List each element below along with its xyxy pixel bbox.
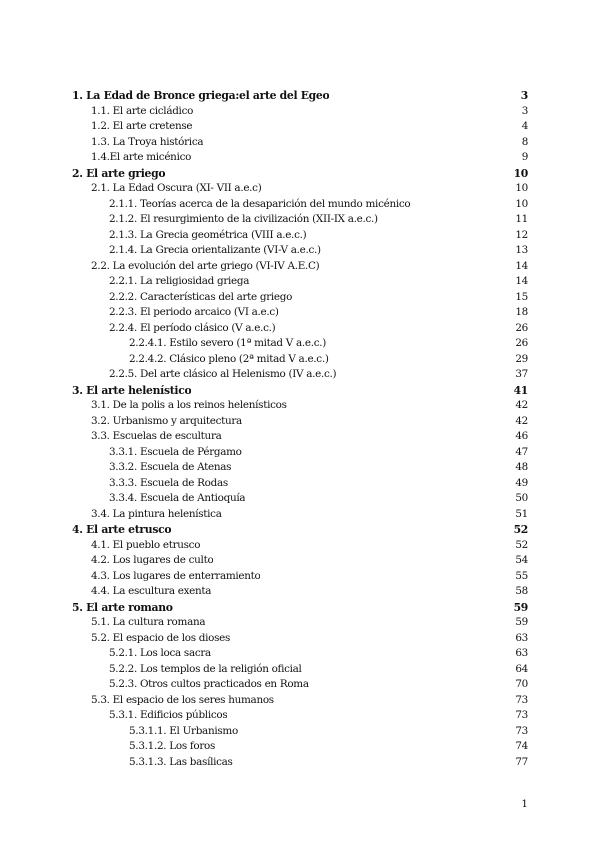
toc-entry-row[interactable] [72, 135, 528, 151]
toc-entry-title: 1. La Edad de Bronce griega:el arte del Egeo [72, 89, 330, 102]
toc-entry-page: 9 [521, 151, 528, 163]
toc-entry-title: 5.3.1.3. Las basílicas [129, 755, 233, 768]
toc-entry-row[interactable] [72, 460, 528, 476]
toc-entry-row[interactable] [72, 290, 528, 306]
toc-entry-title: 4.3. Los lugares de enterramiento [91, 569, 261, 582]
toc-entry-title: 3.4. La pintura helenística [91, 507, 222, 520]
toc-entry-title: 5.2.2. Los templos de la religión oficial [109, 662, 302, 675]
toc-entry-row[interactable] [72, 150, 528, 166]
toc-entry-row[interactable] [72, 662, 528, 678]
toc-entry-page: 63 [515, 647, 528, 659]
toc-entry-title: 5.2.1. Los loca sacra [109, 647, 211, 659]
toc-entry-page: 3 [520, 89, 528, 102]
toc-entry-row[interactable] [72, 274, 528, 290]
toc-entry-page: 14 [515, 275, 528, 287]
toc-entry-page: 50 [515, 492, 528, 504]
toc-entry-page: 70 [515, 678, 528, 690]
toc-entry-title: 2.2.4. El período clásico (V a.e.c.) [109, 321, 276, 334]
toc-entry-page: 8 [521, 135, 528, 148]
toc-entry-row[interactable] [72, 119, 528, 135]
toc-entry-row[interactable] [72, 104, 528, 120]
toc-entry-row[interactable] [72, 336, 528, 352]
toc-entry-title: 1.3. La Troya histórica [91, 135, 204, 148]
toc-entry-title: 3.2. Urbanismo y arquitectura [91, 414, 242, 427]
toc-entry-page: 26 [515, 321, 528, 334]
toc-entry-page: 29 [515, 352, 528, 365]
toc-entry-row[interactable] [72, 367, 528, 383]
toc-entry-page: 52 [513, 523, 528, 536]
toc-entry-title: 1.1. El arte cicládico [91, 104, 194, 117]
toc-entry-title: 2.2.2. Características del arte griego [109, 290, 293, 303]
toc-entry-row[interactable] [72, 615, 528, 631]
toc-entry-row[interactable] [72, 631, 528, 647]
toc-entry-title: 3.3. Escuelas de escultura [91, 430, 222, 442]
toc-entry-title: 5.1. La cultura romana [91, 616, 206, 628]
toc-entry-title: 4.1. El pueblo etrusco [91, 538, 201, 551]
toc-entry-page: 49 [515, 476, 528, 489]
toc-entry-title: 3.1. De la polis a los reinos helenísticos [91, 399, 287, 411]
toc-entry-title: 1.4.El arte micénico [91, 151, 192, 163]
table-of-contents [72, 88, 528, 770]
toc-entry-page: 54 [515, 554, 528, 566]
toc-entry-title: 5.3.1. Edificios públicos [109, 709, 228, 721]
toc-entry-page: 63 [515, 631, 528, 644]
toc-entry-row[interactable] [72, 755, 528, 771]
toc-entry-row[interactable] [72, 414, 528, 430]
toc-entry-title: 2.2.3. El periodo arcaico (VI a.e.c) [109, 306, 279, 318]
toc-entry-title: 3.3.3. Escuela de Rodas [109, 476, 228, 489]
toc-entry-title: 2.2.1. La religiosidad griega [109, 275, 250, 287]
toc-entry-page: 15 [515, 290, 528, 303]
toc-entry-page: 10 [515, 182, 528, 194]
toc-entry-page: 73 [515, 724, 528, 737]
toc-entry-title: 2.1.3. La Grecia geométrica (VIII a.e.c.) [109, 228, 307, 241]
toc-entry-title: 3. El arte helenístico [72, 383, 192, 397]
toc-entry-row[interactable] [72, 212, 528, 228]
toc-entry-title: 5. El arte romano [72, 600, 173, 614]
toc-entry-title: 2. El arte griego [72, 166, 166, 180]
toc-entry-page: 42 [515, 414, 528, 427]
toc-entry-row[interactable] [72, 646, 528, 662]
toc-entry-row[interactable] [72, 693, 528, 709]
toc-entry-page: 64 [515, 662, 528, 675]
toc-entry-page: 42 [515, 399, 528, 411]
toc-entry-title: 5.3. El espacio de los seres humanos [91, 693, 274, 706]
toc-entry-row[interactable] [72, 305, 528, 321]
toc-entry-row[interactable] [72, 197, 528, 213]
toc-chapter-row[interactable] [72, 522, 528, 538]
toc-entry-title: 4.4. La escultura exenta [91, 585, 212, 597]
toc-chapter-row[interactable] [72, 383, 528, 399]
toc-chapter-row[interactable] [72, 88, 528, 104]
toc-entry-page: 37 [515, 368, 528, 380]
toc-entry-title: 1.2. El arte cretense [91, 120, 193, 132]
toc-entry-page: 46 [515, 430, 528, 442]
toc-entry-row[interactable] [72, 398, 528, 414]
toc-entry-page: 10 [515, 197, 528, 210]
toc-entry-page: 73 [515, 709, 528, 721]
toc-entry-row[interactable] [72, 491, 528, 507]
toc-entry-title: 5.2.3. Otros cultos practicados en Roma [109, 678, 309, 690]
toc-entry-row[interactable] [72, 181, 528, 197]
toc-entry-title: 5.2. El espacio de los dioses [91, 631, 231, 644]
toc-entry-title: 3.3.2. Escuela de Atenas [109, 461, 232, 473]
toc-chapter-row[interactable] [72, 600, 528, 616]
toc-entry-title: 2.2.5. Del arte clásico al Helenismo (IV a.e.c.) [109, 368, 337, 380]
toc-entry-title: 2.2.4.2. Clásico pleno (2ª mitad V a.e.c.) [129, 352, 329, 365]
toc-entry-row[interactable] [72, 584, 528, 600]
toc-entry-page: 58 [515, 585, 528, 597]
toc-entry-row[interactable] [72, 538, 528, 554]
toc-entry-title: 3.3.4. Escuela de Antioquía [109, 492, 246, 504]
toc-entry-page: 11 [515, 213, 528, 225]
toc-entry-row[interactable] [72, 553, 528, 569]
toc-entry-page: 74 [515, 740, 528, 752]
toc-entry-row[interactable] [72, 445, 528, 461]
toc-entry-row[interactable] [72, 259, 528, 275]
toc-entry-page: 18 [515, 306, 528, 318]
toc-entry-page: 12 [515, 228, 528, 241]
toc-entry-page: 10 [513, 166, 528, 180]
toc-entry-row[interactable] [72, 429, 528, 445]
toc-chapter-row[interactable] [72, 166, 528, 182]
toc-entry-page: 73 [515, 693, 528, 706]
toc-entry-row[interactable] [72, 507, 528, 523]
toc-entry-title: 5.3.1.2. Los foros [129, 740, 216, 752]
toc-entry-row[interactable] [72, 243, 528, 259]
toc-entry-row[interactable] [72, 321, 528, 337]
toc-entry-title: 2.1.2. El resurgimiento de la civilización (XII-IX a.e.c.) [109, 213, 378, 225]
toc-entry-title: 3.3.1. Escuela de Pérgamo [109, 445, 242, 458]
toc-entry-title: 2.2. La evolución del arte griego (VI-IV A.E.C) [91, 259, 320, 272]
toc-entry-page: 55 [515, 569, 528, 582]
toc-entry-title: 2.1.1. Teorías acerca de la desaparición del mundo micénico [109, 197, 411, 210]
toc-entry-page: 4 [521, 120, 528, 132]
toc-entry-page: 77 [515, 755, 528, 768]
toc-entry-title: 4. El arte etrusco [72, 523, 172, 536]
toc-entry-title: 4.2. Los lugares de culto [91, 554, 214, 566]
toc-entry-title: 2.1.4. La Grecia orientalizante (VI-V a.e.c.) [109, 244, 321, 256]
toc-entry-title: 5.3.1.1. El Urbanismo [129, 724, 238, 737]
toc-entry-page: 59 [515, 616, 528, 628]
toc-entry-row[interactable] [72, 569, 528, 585]
page-number: 1 [521, 798, 528, 810]
toc-entry-row[interactable] [72, 724, 528, 740]
toc-entry-row[interactable] [72, 228, 528, 244]
toc-entry-row[interactable] [72, 739, 528, 755]
toc-entry-page: 48 [515, 461, 528, 473]
toc-entry-page: 52 [515, 538, 528, 551]
toc-entry-row[interactable] [72, 677, 528, 693]
toc-entry-page: 41 [513, 383, 528, 397]
toc-entry-row[interactable] [72, 476, 528, 492]
toc-entry-page: 13 [515, 244, 528, 256]
toc-entry-row[interactable] [72, 352, 528, 368]
toc-entry-page: 14 [515, 259, 528, 272]
toc-entry-page: 59 [513, 600, 528, 614]
toc-entry-title: 2.1. La Edad Oscura (XI- VII a.e.c) [91, 182, 262, 194]
toc-entry-page: 3 [521, 104, 528, 117]
toc-entry-title: 2.2.4.1. Estilo severo (1ª mitad V a.e.c.) [129, 337, 327, 349]
toc-entry-page: 26 [515, 337, 528, 349]
toc-entry-page: 51 [515, 507, 528, 520]
toc-entry-row[interactable] [72, 708, 528, 724]
toc-entry-page: 47 [515, 445, 528, 458]
